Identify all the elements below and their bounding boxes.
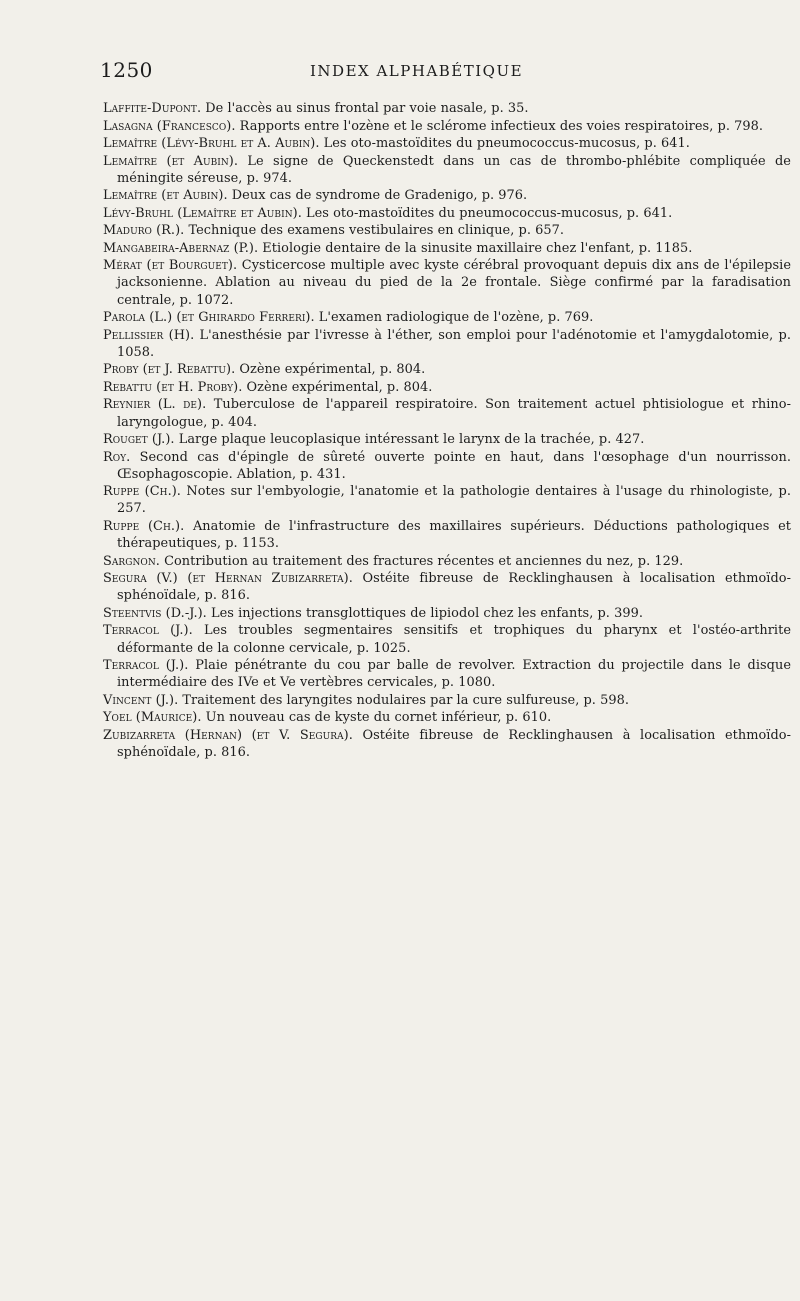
entry-author: Segura (V.) (et Hernan Zubizarreta). — [103, 571, 353, 587]
entry-author: Terracol (J.). — [103, 658, 189, 674]
entry-text: Etiologie dentaire de la sinusite maxillaire chez l'enfant, p. 1185. — [258, 240, 693, 256]
index-entry — [103, 692, 791, 709]
index-entry — [103, 361, 791, 378]
entry-text: Cysticercose multiple avec kyste cérébral provoquant depuis dix ans de l'épilepsie jacksonienne. Ablation au niveau du pied de la 2e frontale. Siège confirmé par la faradisation centrale, p. 1072. — [117, 258, 791, 308]
entry-author: Rouget (J.). — [103, 432, 175, 448]
page-header — [100, 58, 750, 88]
entry-text: Les oto-mastoïdites du pneumococcus-mucosus, p. 641. — [301, 205, 673, 221]
entry-text: L'anesthésie par l'ivresse à l'éther, son emploi pour l'adénotomie et l'amygdalotomie, p. 1058. — [117, 327, 791, 360]
index-entry — [103, 135, 791, 152]
index-entry — [103, 518, 791, 552]
index-entry — [103, 657, 791, 691]
entry-author: Yoel (Maurice). — [103, 710, 202, 726]
index-entry — [103, 483, 791, 517]
entry-author: Proby (et J. Rebattu). — [103, 362, 236, 378]
index-entries — [103, 100, 791, 761]
index-entry — [103, 327, 791, 361]
entry-text: Contribution au traitement des fractures récentes et anciennes du nez, p. 129. — [159, 553, 684, 569]
entry-text: Second cas d'épingle de sûreté ouverte pointe en haut, dans l'œsophage d'un nourrisson. Œsophagoscopie. Ablation, p. 431. — [117, 449, 791, 482]
entry-text: Les troubles segmentaires sensitifs et trophiques du pharynx et l'ostéo-arthrite déformante de la colonne cervicale, p. 1025. — [117, 623, 791, 656]
entry-author: Lévy-Bruhl (Lemaître et Aubin). — [103, 205, 302, 221]
entry-author: Roy. — [103, 449, 131, 465]
entry-author: Terracol (J.). — [103, 623, 193, 639]
index-entry — [103, 205, 791, 222]
entry-author: Mangabeira-Abernaz (P.). — [103, 240, 259, 256]
index-entry — [103, 396, 791, 430]
index-entry — [103, 240, 791, 257]
entry-author: Pellissier (H). — [103, 327, 195, 343]
index-entry — [103, 727, 791, 761]
entry-text: Les injections transglottiques de lipiodol chez les enfants, p. 399. — [206, 605, 644, 621]
index-entry — [103, 709, 791, 726]
entry-author: Zubizarreta (Hernan) (et V. Segura). — [103, 727, 353, 743]
entry-author: Ruppe (Ch.). — [103, 518, 185, 534]
entry-author: Lemaître (Lévy-Bruhl et A. Aubin). — [103, 136, 320, 151]
page-number: 1250 — [100, 58, 153, 82]
entry-text: Le signe de Queckenstedt dans un cas de thrombo-phlébite compliquée de méningite séreuse, p. 974. — [117, 153, 791, 186]
entry-text: Notes sur l'embyologie, l'anatomie et la pathologie dentaires à l'usage du rhinologiste, p. 257. — [117, 484, 791, 517]
entry-author: Mérat (et Bourguet). — [103, 258, 238, 274]
index-entry — [103, 570, 791, 604]
entry-author: Vincent (J.). — [103, 692, 179, 708]
entry-text: Les oto-mastoïdites du pneumococcus-mucosus, p. 641. — [319, 136, 690, 151]
index-entry — [103, 153, 791, 187]
entry-text: Technique des examens vestibulaires en clinique, p. 657. — [184, 223, 565, 239]
entry-text: L'examen radiologique de l'ozène, p. 769. — [314, 310, 594, 326]
entry-author: Reynier (L. de). — [103, 397, 207, 413]
entry-text: De l'accès au sinus frontal par voie nasale, p. 35. — [201, 101, 529, 116]
entry-author: Maduro (R.). — [103, 223, 185, 239]
index-entry — [103, 257, 791, 309]
entry-author: Sargnon. — [103, 553, 160, 569]
entry-text: Deux cas de syndrome de Gradenigo, p. 976. — [227, 188, 528, 204]
entry-text: Ostéite fibreuse de Recklinghausen à localisation ethmoïdo-sphénoïdale, p. 816. — [117, 571, 791, 604]
index-entry — [103, 622, 791, 656]
index-entry — [103, 309, 791, 326]
index-entry — [103, 605, 791, 622]
index-entry — [103, 118, 791, 135]
entry-text: Un nouveau cas de kyste du cornet inférieur, p. 610. — [201, 710, 552, 726]
entry-text: Ostéite fibreuse de Recklinghausen à localisation ethmoïdo-sphénoïdale, p. 816. — [117, 727, 791, 760]
entry-author: Laffite-Dupont. — [103, 101, 202, 116]
entry-author: Lasagna (Francesco). — [103, 118, 236, 134]
entry-author: Parola (L.) (et Ghirardo Ferreri). — [103, 310, 315, 326]
entry-text: Ozène expérimental, p. 804. — [235, 362, 426, 378]
index-entry — [103, 187, 791, 204]
entry-text: Ozène expérimental, p. 804. — [242, 379, 433, 395]
index-entry — [103, 100, 791, 117]
entry-text: Tuberculose de l'appareil respiratoire. Son traitement actuel phtisiologue et rhino-laryngologue, p. 404. — [117, 397, 792, 430]
index-entry — [103, 449, 791, 483]
entry-text: Rapports entre l'ozène et le sclérome infectieux des voies respiratoires, p. 798. — [235, 118, 764, 134]
entry-text: Anatomie de l'infrastructure des maxillaires supérieurs. Déductions pathologiques et thérapeutiques, p. 1153. — [117, 518, 791, 552]
entry-text: Plaie pénétrante du cou par balle de revolver. Extraction du projectile dans le disque intermédiaire des IVe et Ve vertèbres cervicales, p. 1080. — [117, 658, 791, 691]
index-entry — [103, 222, 791, 239]
index-entry — [103, 431, 791, 448]
index-entry — [103, 553, 791, 570]
entry-author: Rebattu (et H. Proby). — [103, 379, 243, 395]
index-entry — [103, 379, 791, 396]
entry-text: Large plaque leucoplasique intéressant le larynx de la trachée, p. 427. — [174, 432, 645, 448]
entry-author: Steentvis (D.-J.). — [103, 605, 207, 621]
running-title: INDEX ALPHABÉTIQUE — [310, 62, 524, 80]
entry-author: Lemaître (et Aubin). — [103, 188, 228, 204]
entry-author: Lemaître (et Aubin). — [103, 153, 239, 169]
entry-author: Ruppe (Ch.). — [103, 484, 181, 500]
entry-text: Traitement des laryngites nodulaires par la cure sulfureuse, p. 598. — [178, 692, 630, 708]
